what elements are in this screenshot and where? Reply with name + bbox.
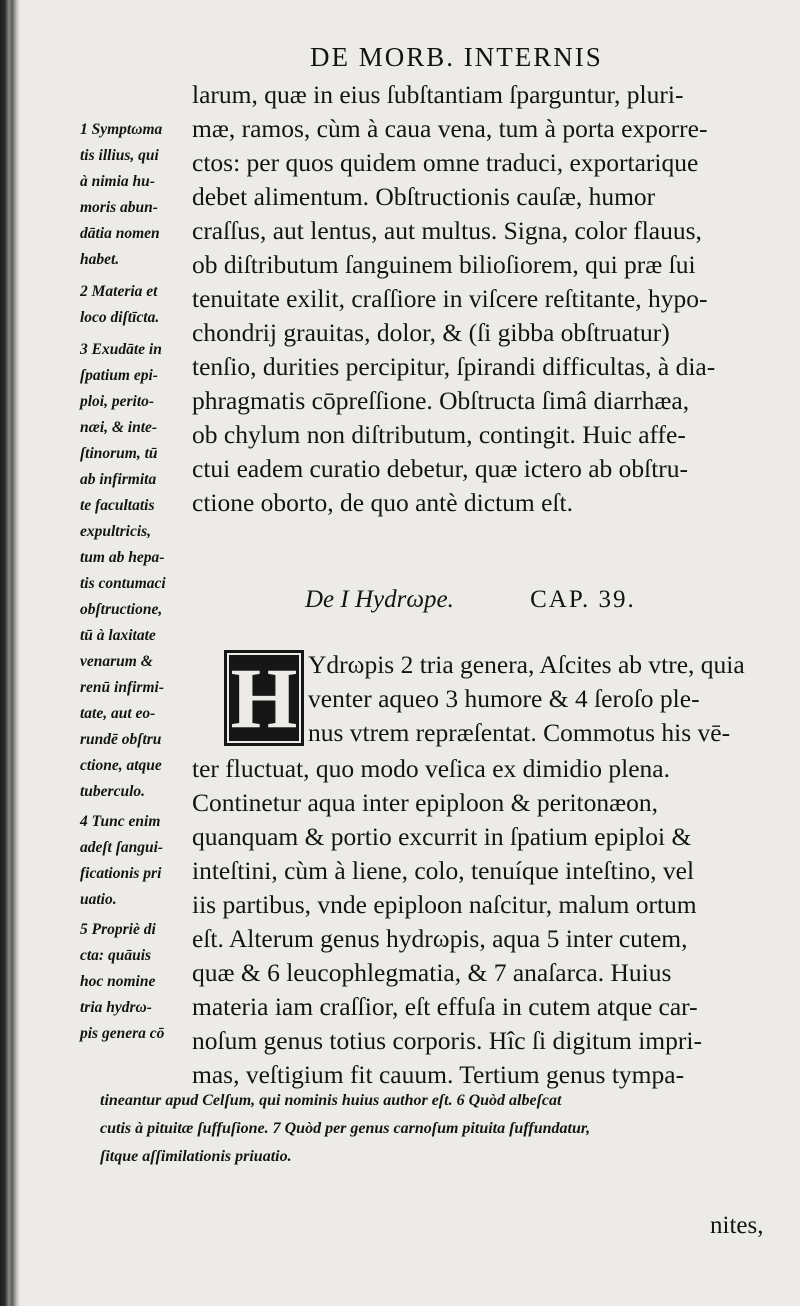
margin-note-line: moris abun- (80, 199, 158, 216)
margin-note-line: 3 Exudāte in (80, 341, 162, 358)
main-text-line: tenuitate exilit, craſſiore in viſcere reſtitante, hypo- (192, 284, 708, 313)
margin-note-line: à nimia hu- (80, 173, 155, 190)
chapter-text-line: eſt. Alterum genus hydrωpis, aqua 5 inter cutem, (192, 924, 688, 953)
main-text-line: larum, quæ in eius ſubſtantiam ſparguntur, pluri- (192, 80, 684, 109)
main-text-line: phragmatis cōpreſſione. Obſtructa ſimâ diarrhæa, (192, 386, 690, 415)
margin-note-line: expultricis, (80, 523, 152, 540)
chapter-text-line: noſum genus totius corporis. Hîc ſi digitum impri- (192, 1026, 702, 1055)
chapter-text-line: iis partibus, vnde epiploon naſcitur, malum ortum (192, 890, 697, 919)
main-text-line: chondrij grauitas, dolor, & (ſi gibba obſtruatur) (192, 318, 670, 347)
margin-note-line: ab infirmita (80, 471, 157, 488)
chapter-heading (305, 586, 705, 614)
margin-note-line: 2 Materia et (80, 283, 158, 300)
chapter-text-line: nus vtrem repræſentat. Commotus his vē- (308, 718, 731, 747)
chapter-text-line: mas, veſtigium fit cauum. Tertium genus tympa- (192, 1060, 685, 1089)
chapter-text-line: ter fluctuat, quo modo veſica ex dimidio plena. (192, 754, 670, 783)
footnote-line: ſitque aſſimilationis priuatio. (100, 1148, 292, 1165)
margin-note-line: obſtructione, (80, 601, 163, 618)
margin-note-line: venarum & (80, 653, 153, 670)
margin-note-line: tum ab hepa- (80, 549, 165, 566)
book-spine (0, 0, 20, 1306)
margin-note-line: 1 Symptωma (80, 121, 163, 138)
footnote-line: cutis à pituitæ ſuffuſione. 7 Quòd per genus carnoſum pituita ſuffundatur, (100, 1120, 591, 1137)
margin-note-line: rundē obſtru (80, 731, 162, 748)
book-page (20, 0, 800, 1306)
margin-note-line: uatio. (80, 891, 117, 908)
main-text-line: ctione oborto, de quo antè dictum eſt. (192, 488, 573, 517)
main-text-line: mæ, ramos, cùm à caua vena, tum à porta exporre- (192, 114, 708, 143)
main-text-line: tenſio, durities percipitur, ſpirandi difficultas, à dia- (192, 352, 716, 381)
margin-note-line: tuberculo. (80, 783, 146, 800)
margin-note-line: pis genera cō (80, 1025, 165, 1042)
margin-note-line: dātia nomen (80, 225, 160, 242)
chapter-text-line: quæ & 6 leucophlegmatia, & 7 anaſarca. Huius (192, 958, 672, 987)
main-text-line: ctos: per quos quidem omne traduci, exportarique (192, 148, 699, 177)
margin-note-line: tria hydrω- (80, 999, 152, 1016)
margin-note-line: ctione, atque (80, 757, 162, 774)
chapter-text-line: materia iam craſſior, eſt effuſa in cutem atque car- (192, 992, 698, 1021)
footnote-line: tineantur apud Celſum, qui nominis huius author eſt. 6 Quòd albeſcat (100, 1092, 562, 1109)
margin-note-line: ſpatium epi- (80, 367, 158, 384)
margin-note-line: ſtinorum, tū (80, 445, 158, 462)
margin-note-line: tate, aut eo- (80, 705, 156, 722)
chapter-text-line: Continetur aqua inter epiploon & peritonæon, (192, 788, 658, 817)
chapter-text-line: venter aqueo 3 humore & 4 ſeroſo ple- (308, 684, 700, 713)
margin-note-line: renū infirmi- (80, 679, 164, 696)
margin-note-line: habet. (80, 251, 120, 268)
main-text-line: ctui eadem curatio debetur, quæ ictero ab obſtru- (192, 454, 689, 483)
chapter-number: CAP. 39. (530, 586, 636, 613)
margin-note-line: 5 Propriè di (80, 921, 156, 938)
chapter-text-line: Ydrωpis 2 tria genera, Aſcites ab vtre, quia (308, 650, 745, 679)
margin-note-line: te facultatis (80, 497, 155, 514)
margin-note-line: adeſt ſangui- (80, 839, 164, 856)
decorated-initial-letter: H (224, 650, 304, 746)
margin-note-line: cta: quāuis (80, 947, 152, 964)
running-head: DE MORB. INTERNIS (310, 42, 603, 72)
margin-note-line: hoc nomine (80, 973, 156, 990)
chapter-text-line: inteſtini, cùm à liene, colo, tenuíque inteſtino, vel (192, 856, 695, 885)
margin-note-line: 4 Tunc enim (80, 813, 161, 830)
main-text-line: ob chylum non diſtributum, contingit. Huic affe- (192, 420, 686, 449)
margin-note-line: loco diſtīcta. (80, 309, 160, 326)
main-text-line: ob diſtributum ſanguinem bilioſiorem, qui præ ſui (192, 250, 696, 279)
margin-note-line: næi, & inte- (80, 419, 158, 436)
main-text-line: debet alimentum. Obſtructionis cauſæ, humor (192, 182, 656, 211)
margin-note-line: tis illius, qui (80, 147, 159, 164)
margin-note-line: tis contumaci (80, 575, 166, 592)
margin-note-line: ficationis pri (80, 865, 162, 882)
chapter-text-line: quanquam & portio excurrit in ſpatium epiploi & (192, 822, 692, 851)
main-text-line: craſſus, aut lentus, aut multus. Signa, color flauus, (192, 216, 702, 245)
chapter-title: De I Hydrωpe. (305, 586, 454, 613)
catchword: nites, (710, 1212, 764, 1239)
margin-note-line: tū à laxitate (80, 627, 156, 644)
margin-note-line: ploi, perito- (80, 393, 155, 410)
